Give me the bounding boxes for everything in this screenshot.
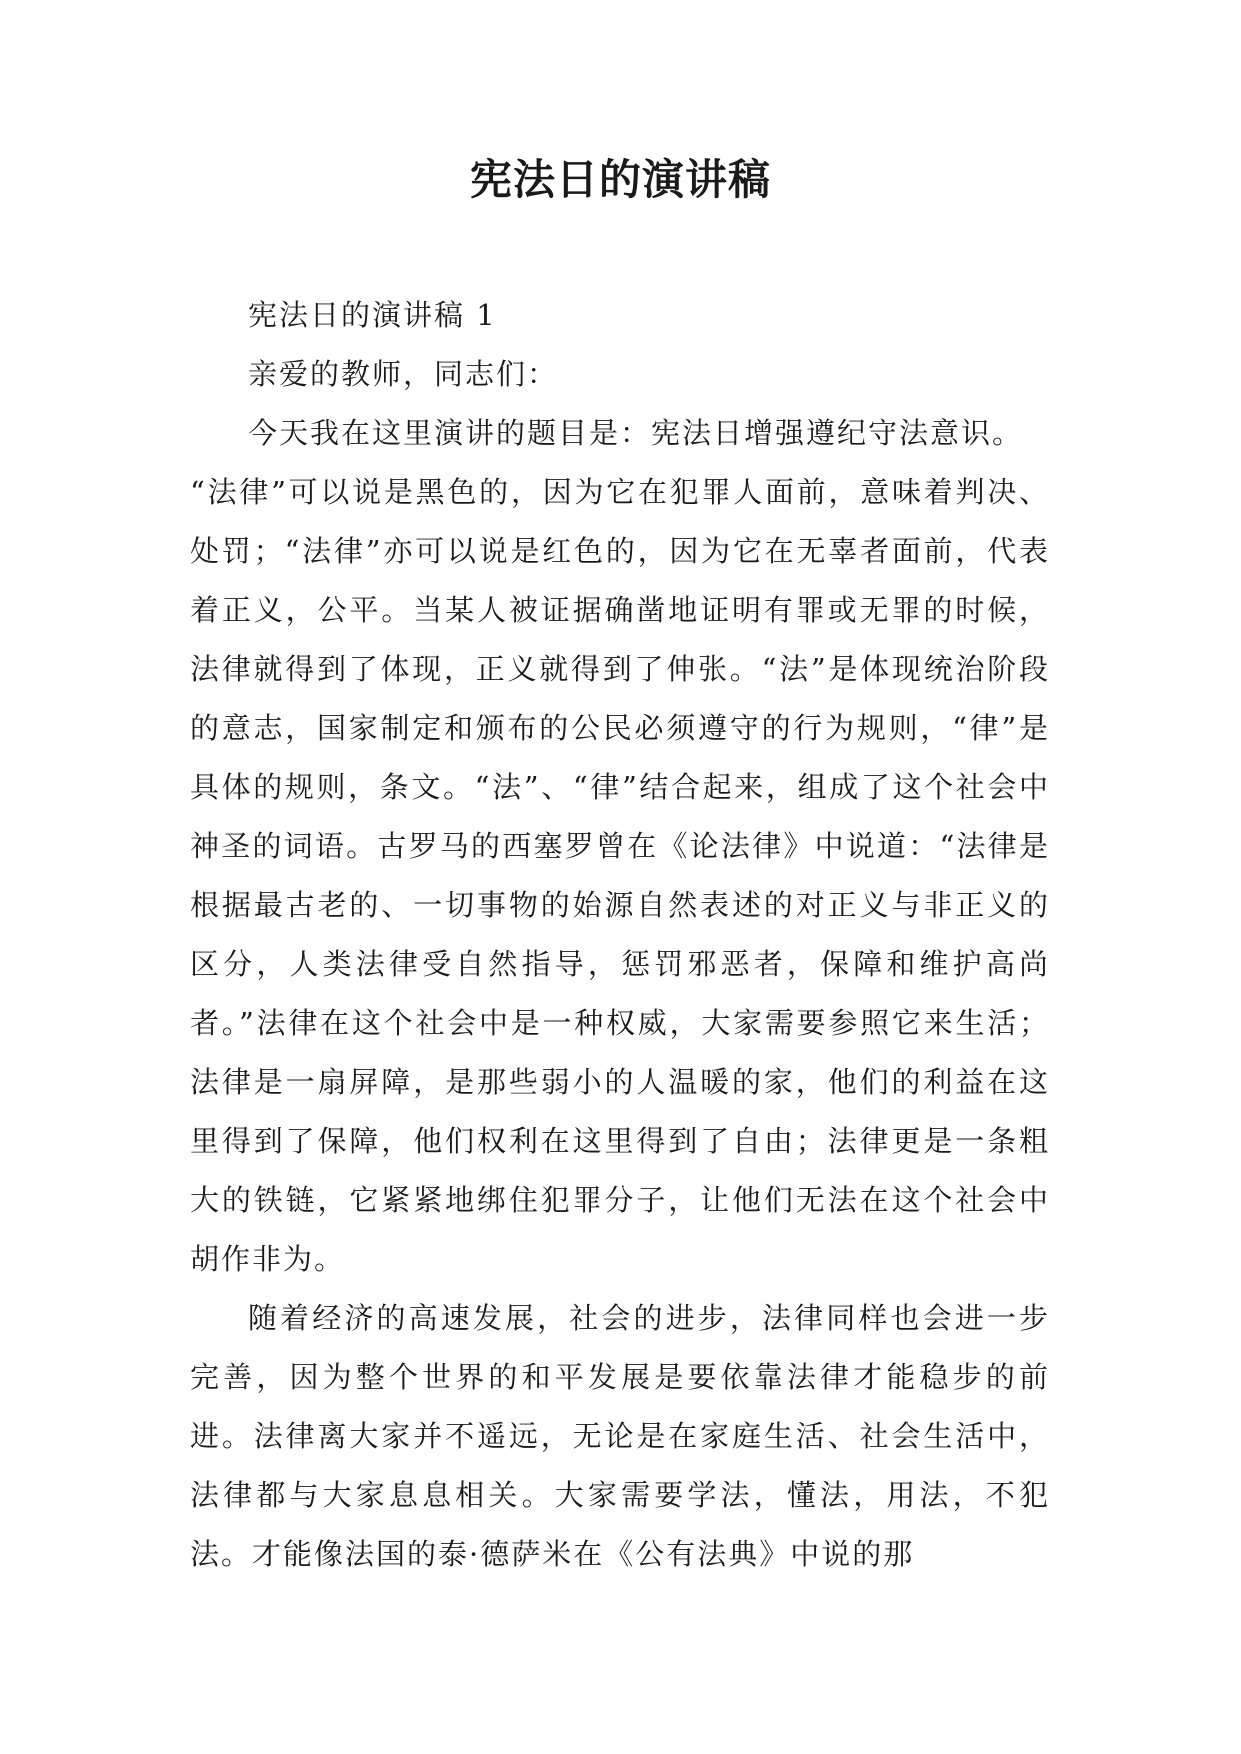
document-body (190, 286, 1050, 1584)
body-paragraph: 随着经济的高速发展，社会的进步，法律同样也会进一步完善，因为整个世界的和平发展是要依靠法律才能稳步的前进。法律离大家并不遥远，无论是在家庭生活、社会生活中，法律都与大家息息相关。大家需要学法，懂法，用法，不犯法。才能像法国的泰·德萨米在《公有法典》中说的那 (190, 1301, 1050, 1571)
topic-paragraph: 今天我在这里演讲的题目是：宪法日增强遵纪守法意识。 (248, 416, 1024, 450)
salutation: 亲爱的教师，同志们： (248, 357, 559, 391)
body-paragraph: “法律”可以说是黑色的，因为它在犯罪人面前，意味着判决、处罚；“法律”亦可以说是红色的，因为它在无辜者面前，代表着正义，公平。当某人被证据确凿地证明有罪或无罪的时候，法律就得到了体现，正义就得到了伸张。“法”是体现统治阶段的意志，国家制定和颁布的公民必须遵守的行为规则，“律”是具体的规则，条文。“法”、“律”结合起来，组成了这个社会中神圣的词语。古罗马的西塞罗曾在《论法律》中说道：“法律是根据最古老的、一切事物的始源自然表述的对正义与非正义的区分，人类法律受自然指导，惩罚邪恶者，保障和维护高尚者。”法律在这个社会中是一种权威，大家需要参照它来生活；法律是一扇屏障，是那些弱小的人温暖的家，他们的利益在这里得到了保障，他们权利在这里得到了自由；法律更是一条粗大的铁链，它紧紧地绑住犯罪分子，让他们无法在这个社会中胡作非为。 (190, 475, 1050, 1276)
section-heading: 宪法日的演讲稿 1 (248, 298, 497, 332)
document-title: 宪法日的演讲稿 (469, 155, 771, 204)
